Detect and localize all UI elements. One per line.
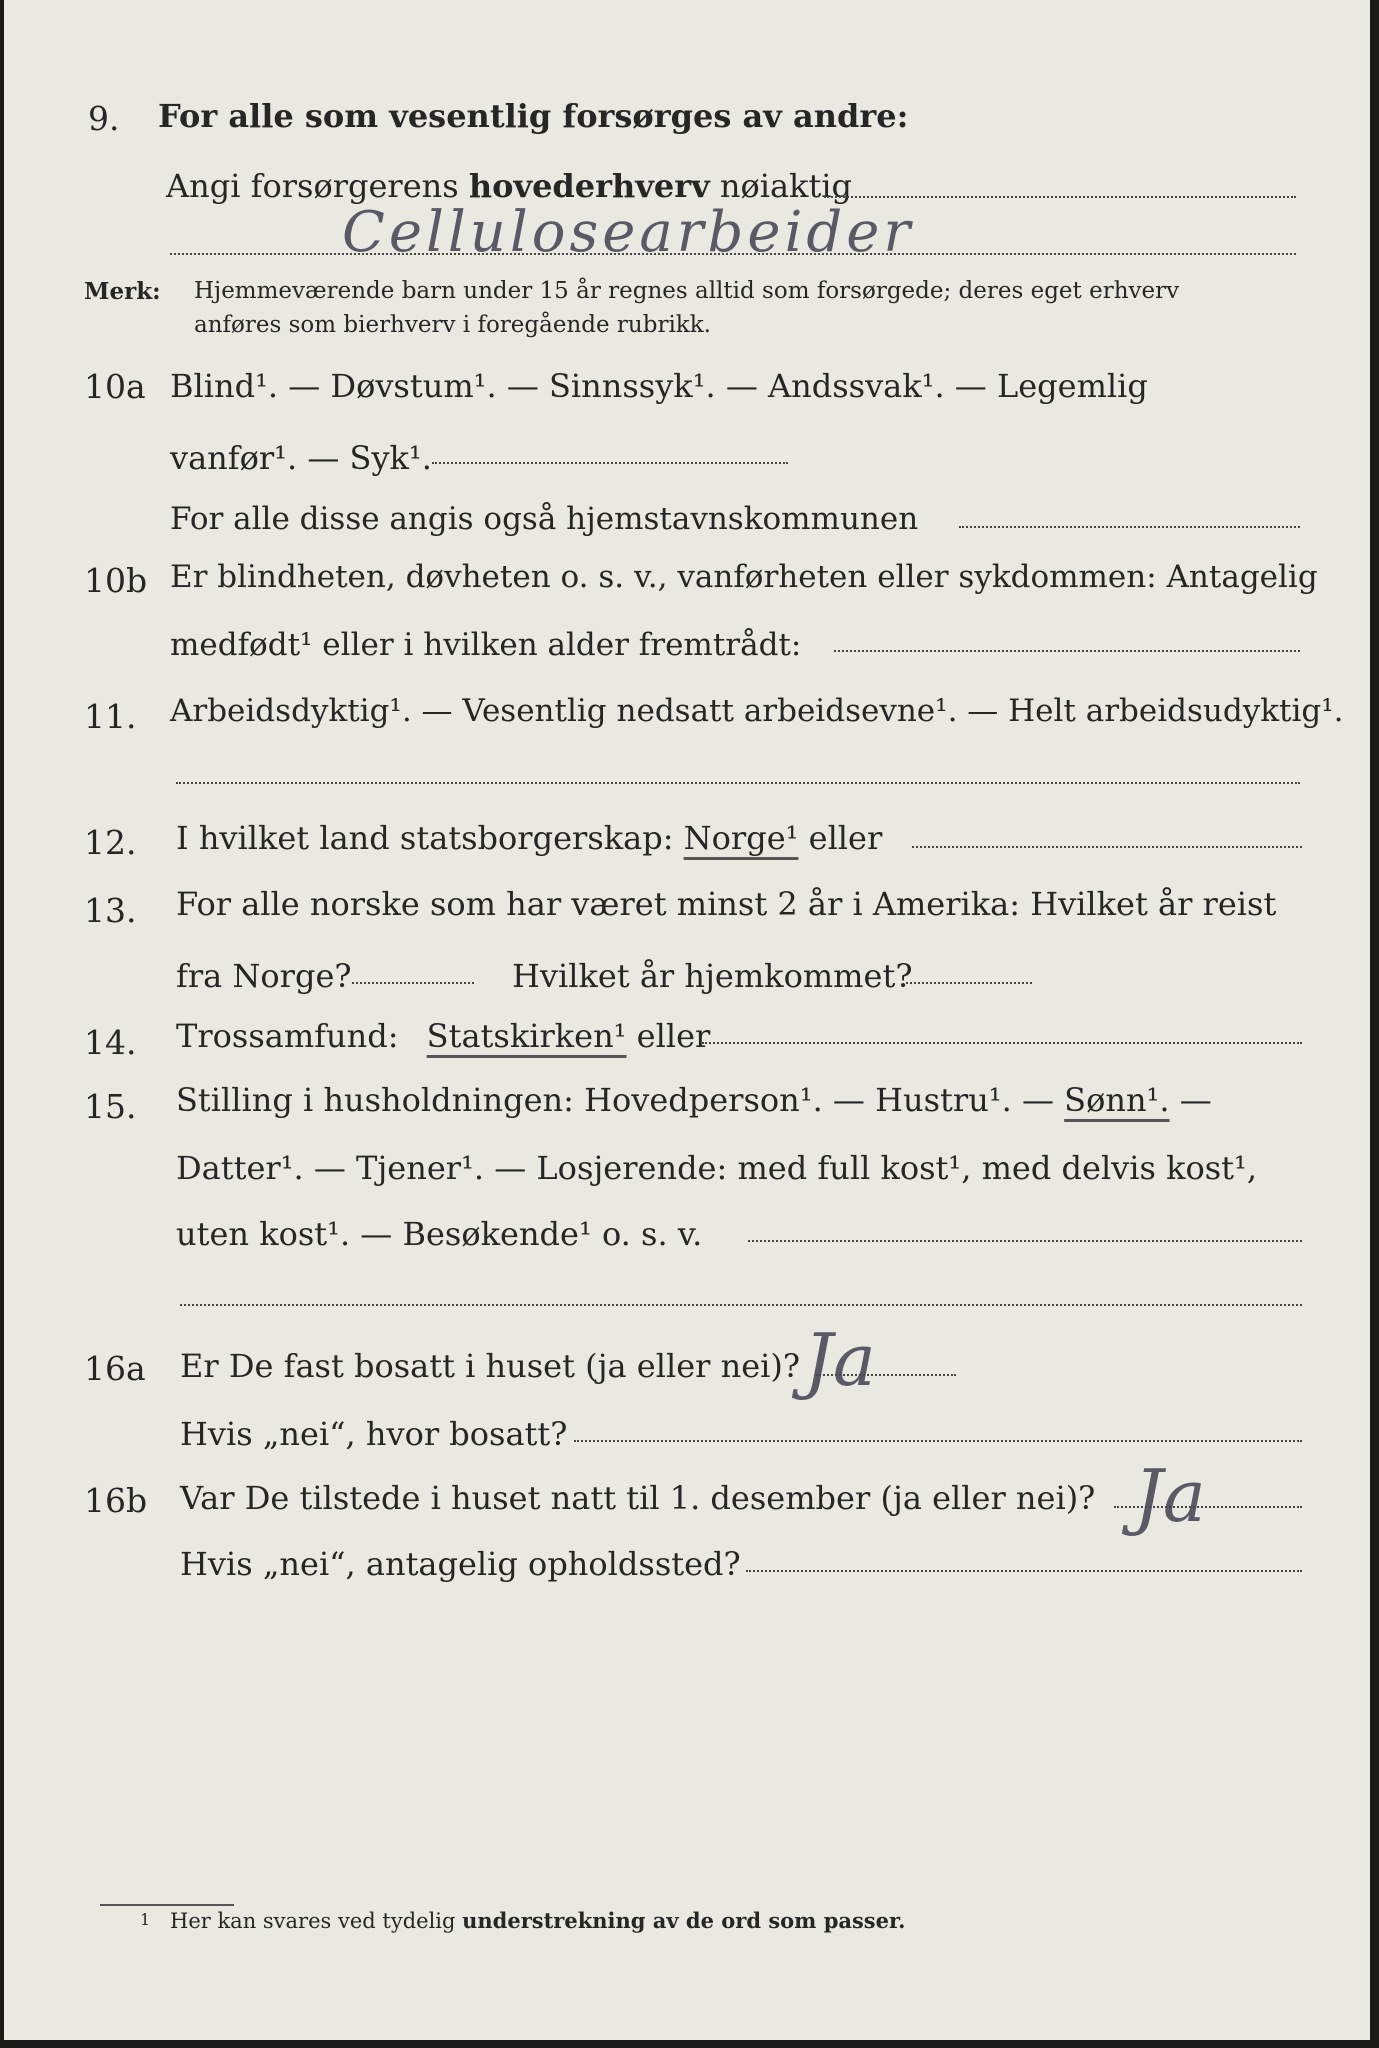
q14-pre: Trossamfund: [176,1017,399,1055]
q10b-line-2-dots [834,650,1300,652]
q15-number: 15. [84,1087,137,1126]
q16a-line-2: Hvis „nei“, hvor bosatt? [180,1415,568,1453]
form-page [4,0,1370,2040]
q12-option-norge: Norge¹ [683,819,799,857]
q15-line-3-dots [748,1240,1302,1242]
merk-line-2: anføres som bierhverv i foregående rubrikk. [194,312,711,338]
q13-line-2b-dots [906,982,1032,984]
q16a-handwritten-answer: Ja [804,1318,876,1402]
q9-answer-line [170,253,1296,255]
footnote-text-bold: understrekning av de ord som passer. [462,1908,906,1933]
q13-line-1: For alle norske som har været minst 2 år i Amerika: Hvilket år reist [176,885,1277,923]
q14-dots [702,1042,1302,1044]
q12-pre: I hvilket land statsborgerskap: [176,819,674,857]
footnote-mark: 1 [140,1910,151,1929]
q10b-number: 10b [84,561,148,600]
q10a-line-2: vanfør¹. — Syk¹. [170,439,432,477]
q12-line [176,819,883,857]
q9-ask-pre: Angi forsørgerens [166,167,459,205]
q16a-line-1-dots [816,1374,956,1376]
q9-ask-bold: hovederhverv [468,167,710,205]
q15-line-1 [176,1081,1212,1119]
q9-title: For alle som vesentlig forsørges av andre: [158,97,909,135]
q13-number: 13. [84,891,137,930]
q10b-line-2: medfødt¹ eller i hvilken alder fremtrådt: [170,627,802,663]
q16a-line-2-dots [574,1440,1302,1442]
q16a-line-1: Er De fast bosatt i huset (ja eller nei)? [180,1347,801,1385]
q11-answer-line [176,782,1300,784]
q10a-line-1: Blind¹. — Døvstum¹. — Sinnssyk¹. — Andssvak¹. — Legemlig [170,367,1148,405]
q15-answer-line [180,1304,1302,1306]
q15-line-3: uten kost¹. — Besøkende¹ o. s. v. [176,1215,703,1253]
merk-label: Merk: [84,278,161,305]
q12-dots [912,846,1302,848]
q11-line-1: Arbeidsdyktig¹. — Vesentlig nedsatt arbeidsevne¹. — Helt arbeidsudyktig¹. [170,693,1344,729]
q10a-number: 10a [84,367,146,406]
q13-line-2a: fra Norge? [176,957,352,995]
q16b-line-2-dots [746,1570,1302,1572]
q14-post: eller [636,1017,711,1055]
q12-post: eller [808,819,883,857]
footnote-text-pre: Her kan svares ved tydelig [170,1909,456,1933]
q15-line-2: Datter¹. — Tjener¹. — Losjerende: med full kost¹, med delvis kost¹, [176,1149,1258,1187]
q10a-line-3-dots [959,526,1300,528]
q10a-line-3: For alle disse angis også hjemstavnskommunen [170,501,919,537]
q14-line [176,1017,711,1055]
q16b-number: 16b [84,1481,148,1520]
q16b-line-2: Hvis „nei“, antagelig opholdssted? [180,1545,741,1583]
q9-handwritten-answer: Cellulosearbeider [342,200,915,265]
q13-line-2a-dots [352,982,474,984]
q14-number: 14. [84,1023,137,1062]
q13-line-2b: Hvilket år hjemkommet? [512,957,913,995]
q15-line-1a: Stilling i husholdningen: Hovedperson¹. — Hustru¹. — [176,1081,1054,1119]
q12-number: 12. [84,823,137,862]
q9-ask-post: nøiaktig [719,167,853,205]
q16a-number: 16a [84,1349,146,1388]
q11-number: 11. [84,697,137,736]
footnote-text [170,1910,905,1932]
q15-option-sonn: Sønn¹. [1064,1081,1170,1119]
q15-line-1b: — [1179,1081,1212,1119]
footnote-rule [100,1904,234,1906]
q16b-line-1: Var De tilstede i huset natt til 1. desember (ja eller nei)? [180,1479,1096,1517]
q16b-line-1-dots [1114,1506,1302,1508]
q16b-handwritten-answer: Ja [1134,1454,1206,1538]
merk-line-1: Hjemmeværende barn under 15 år regnes alltid som forsørgede; deres eget erhverv [194,278,1180,304]
q14-option-statskirken: Statskirken¹ [426,1017,627,1055]
q10b-line-1: Er blindheten, døvheten o. s. v., vanførheten eller sykdommen: Antagelig [170,559,1318,595]
q9-number: 9. [88,99,120,138]
q9-ask [166,167,853,205]
q10a-line-2-dots [432,462,788,464]
q9-ask-line [824,196,1296,198]
